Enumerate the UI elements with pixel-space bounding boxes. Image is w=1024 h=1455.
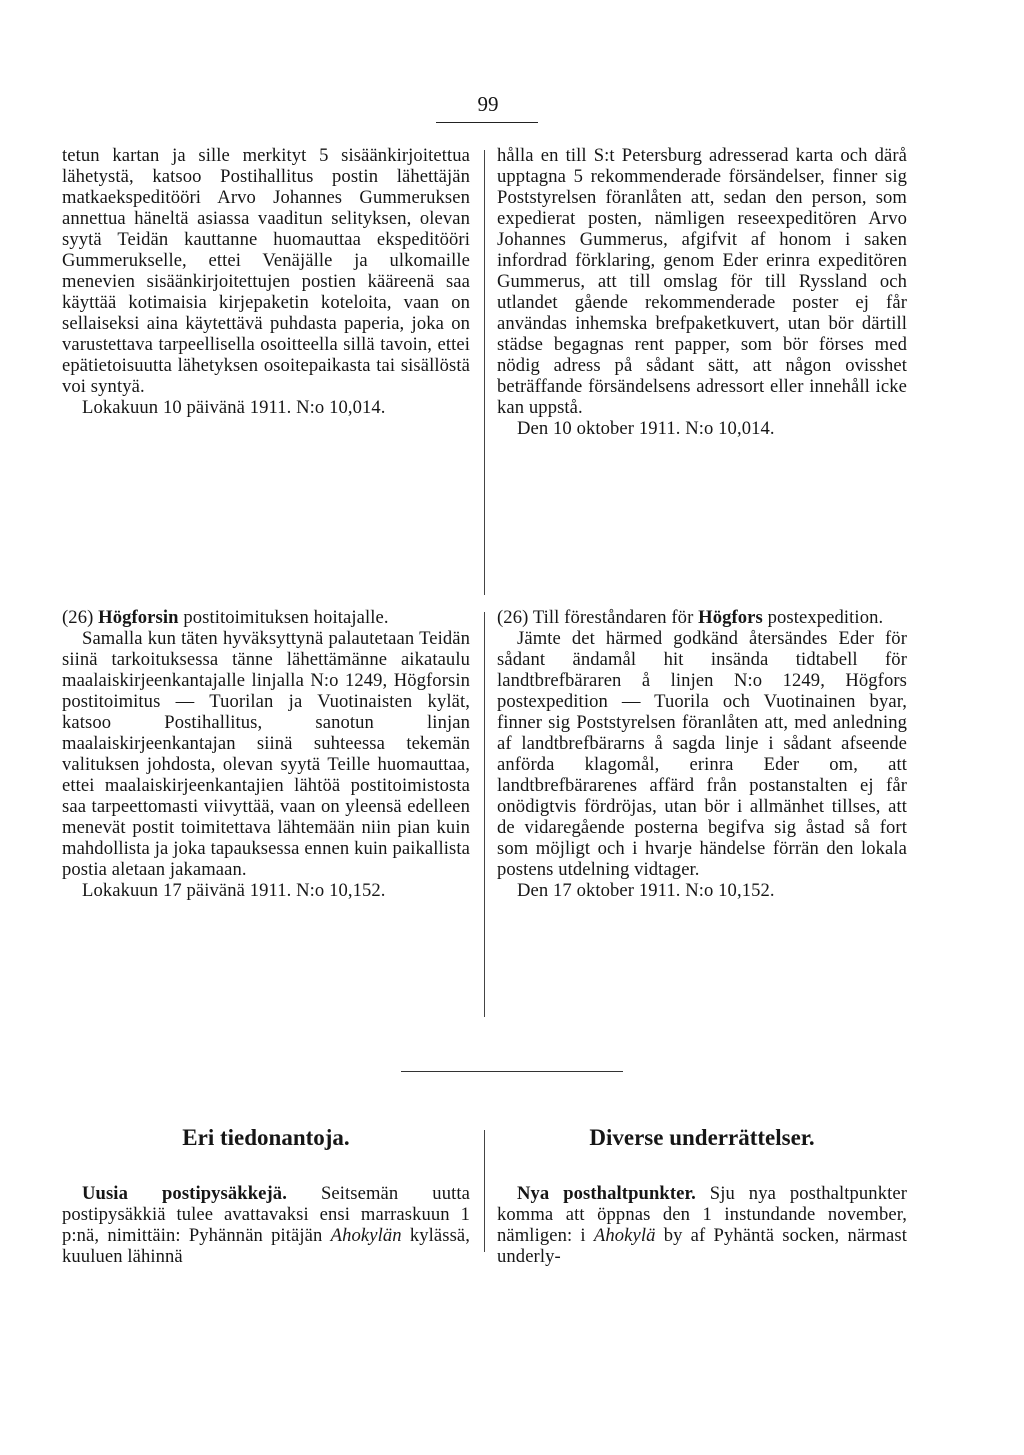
left-news-place: Ahokylän xyxy=(330,1225,402,1246)
right-notice-1-date: Den 10 oktober 1911. N:o 10,014. xyxy=(517,418,775,439)
page-number-rule xyxy=(436,122,538,123)
section-separator xyxy=(401,1071,623,1072)
page-number: 99 xyxy=(477,92,499,116)
right-notice-26 xyxy=(497,607,907,901)
left-notice-1-text: tetun kartan ja sille merkityt 5 sisäänkirjoitettua lähetystä, katsoo Postihallitus postin lähettäjän matkaekspeditööri Arvo Johannes Gummeruksen annettua häneltä asiassa vaaditun selityksen, olevan syytä Teidän kauttanne huomauttaa ekspeditööri Gummerukselle, ettei Venäjälle ja ulkomaille menevien sisäänkirjoitettujen postien kääreenä saa käyttää kotimaisia kirjepaketin koteloita, vaan on sellaiseksi aina käytettävä puhdasta paperia, joka on varustettava tarpeellisella osoitteella sillä tavoin, ettei epätietoisuutta lähetyksen osoitepaikasta tai sisällöstä voi syntyä. xyxy=(62,145,470,397)
right-notice-1 xyxy=(497,145,907,439)
left-notice-26-date: Lokakuun 17 päivänä 1911. N:o 10,152. xyxy=(82,880,386,901)
right-news-heading: Nya posthaltpunkter. xyxy=(517,1183,696,1204)
right-notice-26-heading xyxy=(497,607,907,628)
left-news-text-after: kylässä, kuuluen lähinnä xyxy=(62,1225,471,1267)
left-notice-1-date: Lokakuun 10 päivänä 1911. N:o 10,014. xyxy=(82,397,386,418)
right-news-text-after: by af Pyhäntä socken, närmast underly- xyxy=(497,1225,908,1267)
column-divider-middle xyxy=(484,612,485,1017)
left-notice-26 xyxy=(62,607,470,901)
left-section-title: Eri tiedonantoja. xyxy=(182,1125,350,1150)
left-notice-26-place: Högforsin xyxy=(98,607,179,628)
right-notice-26-prefix: Till föreståndaren för xyxy=(532,607,694,628)
right-notice-1-text: hålla en till S:t Petersburg adresserad karta och därå upptagna 5 rekommenderade försändelser, finner sig Poststyrelsen föranlåten att, sedan den person, som expedierat posten, nämligen reseexpeditören Arvo Johannes Gummerus, afgifvit af honom i saken infordrad förklaring, genom Eder erinra expeditören Gummerus, att till omslag för till Ryssland och utlandet gående rekommenderade poster ej får användas inhemska brefpaketkuvert, utan bör därtill städse begagnas rent papper, som bör förses med nödig adress på sådant sätt, att någon ovisshet beträffande försändelsens adressort eller innehåll icke kan uppstå. xyxy=(497,145,907,418)
left-notice-26-body: Samalla kun täten hyväksyttynä palautetaan Teidän siinä tarkoituksessa tänne lähettämänne aikataulu maalaiskirjeenkantajalle linjalla N:o 1249, Högforsin postitoimitus — Tuorilan ja Vuotinaisten kylät, katsoo Postihallitus, sanotun linjan maalaiskirjeenkantajan siinä suhteessa tekemän valituksen johdosta, olevan syytä Teille huomauttaa, ettei maalaiskirjeenkantajien lähtöä postitoimistosta saa tarpeettomasti viivyttää, vaan on yleensä edelleen menevät postit toimitettava lähtemään niin pian kuin mahdollista ja joka tapauksessa ennen kuin paikallista postia aletaan jakamaan. xyxy=(62,628,470,880)
left-news-paragraph xyxy=(62,1183,470,1267)
right-notice-26-suffix: postexpedition. xyxy=(767,607,884,628)
column-divider-top xyxy=(484,150,485,595)
right-notice-26-place: Högfors xyxy=(698,607,763,628)
right-news xyxy=(497,1183,907,1267)
column-divider-bottom xyxy=(484,1130,485,1252)
left-notice-1 xyxy=(62,145,470,418)
left-news xyxy=(62,1183,470,1267)
right-news-place: Ahokylä xyxy=(593,1225,656,1246)
right-section-title: Diverse underrättelser. xyxy=(589,1125,815,1150)
right-notice-26-number: (26) xyxy=(497,607,529,628)
right-notice-26-date: Den 17 oktober 1911. N:o 10,152. xyxy=(517,880,775,901)
right-news-text-before: Sju nya posthaltpunkter komma att öppnas den 1 instundande november, nämligen: i xyxy=(497,1183,908,1246)
right-notice-26-body: Jämte det härmed godkänd återsändes Eder för sådant ändamål hit insända tidtabell för landtbrefbäraren å linjen N:o 1249, Högfors postexpedition — Tuorila och Vuotinainen byar, finner sig Poststyrelsen föranlåten att, med anledning af landtbrefbärarns å sagda linje i sådant afseende anförda klagomål, erinra Eder om, att landtbrefbärarenes affärd från postanstalten ej får onödigtvis fördröjas, utan bör i allmänhet tillses, att de vidaregående posterna begifva sig åstad så fort som möjligt och i hvarje händelse förrän den lokala postens utdelning vidtager. xyxy=(497,628,907,880)
right-news-paragraph xyxy=(497,1183,907,1267)
left-news-heading: Uusia postipysäkkejä. xyxy=(82,1183,287,1204)
left-notice-26-addressee: postitoimituksen hoitajalle. xyxy=(183,607,389,628)
left-notice-26-heading xyxy=(62,607,470,628)
left-news-text-before: Seitsemän uutta postipysäkkiä tulee avattavaksi ensi marraskuun 1 p:nä, nimittäin: Pyhännän pitäjän xyxy=(62,1183,470,1246)
left-notice-26-number: (26) xyxy=(62,607,94,628)
